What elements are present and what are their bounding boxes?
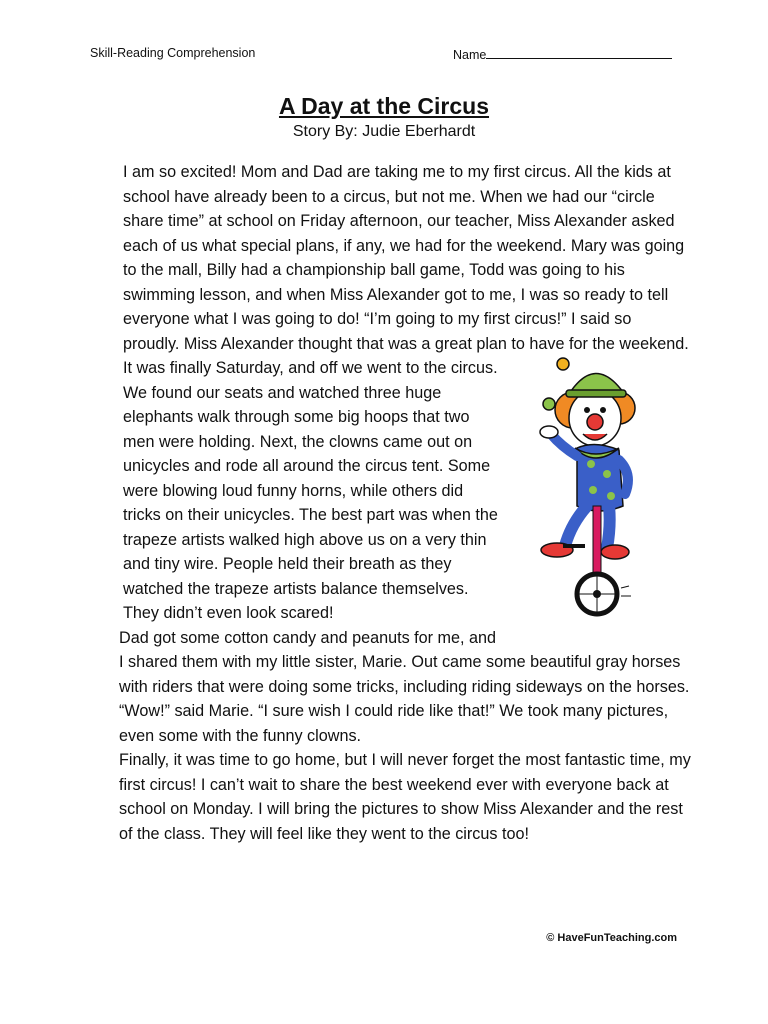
name-field	[453, 46, 672, 62]
story-paragraph: Finally, it was time to go home, but I will never forget the most fantastic time, my first circus! I can’t wait to share the best weekend ever with everyone back at school on Monday. I will bring the pictures to show Miss Alexander and the rest of the class. They will feel like they went to the circus too!	[119, 751, 691, 843]
story-paragraph: I am so excited! Mom and Dad are taking me to my first circus. All the kids at school have already been to a circus, but not me. When we had our “circle share time” at school on Friday afternoon, our teacher, Miss Alexander asked each of us what special plans, if any, we had for the weekend. Mary was going to the mall, Billy had a championship ball game, Todd was going to his swimming lesson, and when Miss Alexander got to me, I was so ready to tell everyone what I was going to do! “I’m going to my first circus!” I said so proudly. Miss Alexander thought that was a great plan to have for the weekend.	[123, 163, 689, 353]
clown-unicycle-icon	[511, 356, 691, 626]
page-title: A Day at the Circus	[278, 93, 490, 119]
story-body	[91, 160, 691, 846]
copyright-footer: © HaveFunTeaching.com	[546, 932, 677, 944]
name-label: Name	[453, 48, 487, 62]
story-byline: Story By: Judie Eberhardt	[292, 123, 476, 140]
page-header	[90, 46, 678, 66]
name-blank-line	[486, 46, 672, 59]
skill-label: Skill-Reading Comprehension	[90, 46, 256, 60]
story-paragraph: Dad got some cotton candy and peanuts for me, and I shared them with my little sister, Marie. Out came some beautiful gray horses with riders that were doing some tricks, including riding sideways on the horses. “Wow!” said Marie. “I sure wish I could ride like that!” We took many pictures, even some with the funny clowns.	[119, 628, 690, 745]
clown-illustration	[511, 356, 691, 626]
story-paragraph: It was finally Saturday, and off we went to the circus. We found our seats and watched three huge elephants walk through some big hoops that two men were holding. Next, the clowns came out on unicycles and rode all around the circus tent. Some were blowing loud funny horns, while others did tricks on their unicycles. The best part was when the trapeze artists walked high above us on a very thin and tiny wire. People held their breath as they watched the trapeze artists balance themselves. They didn’t even look scared!	[123, 359, 498, 622]
